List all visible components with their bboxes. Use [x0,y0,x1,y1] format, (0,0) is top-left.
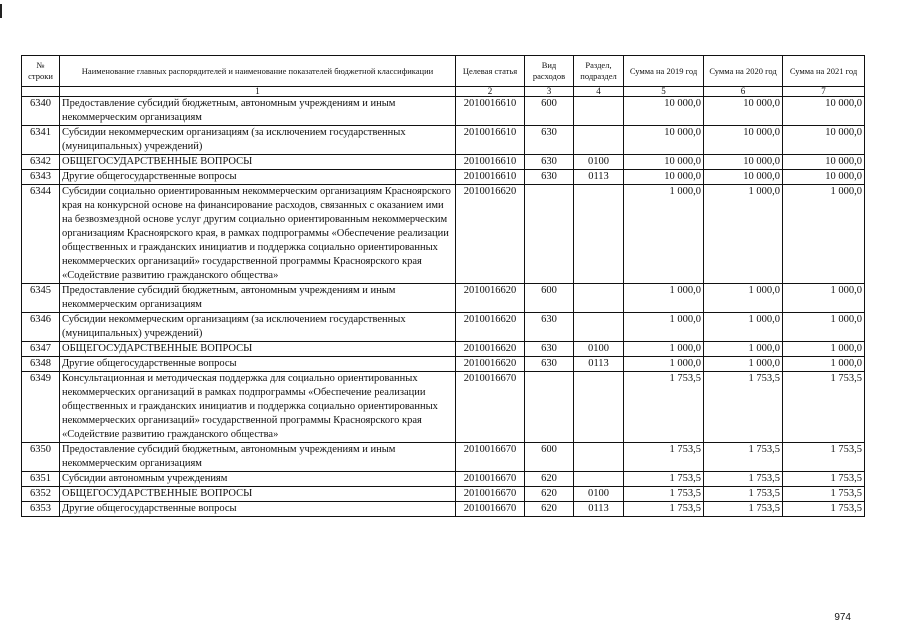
section-code: 0100 [574,155,624,170]
expense-type: 630 [525,357,574,372]
sum-2021: 1 753,5 [783,372,865,443]
sum-2019: 1 000,0 [624,313,704,342]
row-number: 6353 [22,502,60,517]
target-article: 2010016670 [456,372,525,443]
target-article: 2010016670 [456,472,525,487]
sum-2019: 1 753,5 [624,502,704,517]
table-row [22,97,865,126]
sum-2021: 1 753,5 [783,443,865,472]
section-code: 0113 [574,502,624,517]
column-number: 1 [60,87,456,97]
table-row [22,357,865,372]
column-number: 7 [783,87,865,97]
row-name: Другие общегосударственные вопросы [60,170,456,185]
sum-2019: 1 753,5 [624,472,704,487]
header-sum-2019: Сумма на 2019 год [624,56,704,87]
sum-2019: 1 000,0 [624,284,704,313]
row-number: 6342 [22,155,60,170]
sum-2020: 1 753,5 [704,443,783,472]
sum-2020: 1 753,5 [704,372,783,443]
sum-2021: 10 000,0 [783,126,865,155]
table-row [22,443,865,472]
sum-2021: 10 000,0 [783,170,865,185]
sum-2020: 1 000,0 [704,284,783,313]
row-name: ОБЩЕГОСУДАРСТВЕННЫЕ ВОПРОСЫ [60,487,456,502]
section-code: 0100 [574,342,624,357]
target-article: 2010016620 [456,185,525,284]
expense-type: 620 [525,472,574,487]
header-sum-2020: Сумма на 2020 год [704,56,783,87]
column-number: 4 [574,87,624,97]
sum-2020: 1 753,5 [704,502,783,517]
sum-2019: 1 753,5 [624,372,704,443]
row-name: Субсидии некоммерческим организациям (за исключением государственных (муниципальных) учреждений) [60,313,456,342]
section-code: 0113 [574,170,624,185]
table-row [22,170,865,185]
section-code [574,97,624,126]
row-number: 6347 [22,342,60,357]
sum-2020: 1 000,0 [704,357,783,372]
target-article: 2010016620 [456,357,525,372]
target-article: 2010016610 [456,97,525,126]
sum-2021: 1 753,5 [783,487,865,502]
target-article: 2010016610 [456,155,525,170]
section-code [574,313,624,342]
sum-2020: 10 000,0 [704,155,783,170]
column-number-empty [22,87,60,97]
row-number: 6341 [22,126,60,155]
expense-type: 600 [525,97,574,126]
section-code [574,185,624,284]
table-row [22,487,865,502]
row-name: Другие общегосударственные вопросы [60,357,456,372]
sum-2020: 10 000,0 [704,97,783,126]
row-number: 6352 [22,487,60,502]
sum-2020: 1 000,0 [704,313,783,342]
expense-type: 630 [525,342,574,357]
target-article: 2010016620 [456,284,525,313]
sum-2019: 1 753,5 [624,487,704,502]
row-number: 6343 [22,170,60,185]
row-name: Предоставление субсидий бюджетным, автономным учреждениям и иным некоммерческим организациям [60,443,456,472]
header-section: Раздел, подраздел [574,56,624,87]
table-row [22,372,865,443]
sum-2020: 1 753,5 [704,472,783,487]
section-code [574,284,624,313]
expense-type: 630 [525,313,574,342]
scan-edge-mark [0,4,2,18]
target-article: 2010016610 [456,126,525,155]
section-code: 0113 [574,357,624,372]
target-article: 2010016670 [456,502,525,517]
section-code [574,443,624,472]
expense-type [525,185,574,284]
row-name: Другие общегосударственные вопросы [60,502,456,517]
expense-type: 630 [525,170,574,185]
sum-2021: 10 000,0 [783,155,865,170]
table-row [22,502,865,517]
expense-type: 630 [525,155,574,170]
sum-2021: 1 000,0 [783,284,865,313]
target-article: 2010016620 [456,342,525,357]
sum-2019: 10 000,0 [624,155,704,170]
row-number: 6346 [22,313,60,342]
table-row [22,155,865,170]
sum-2021: 1 000,0 [783,313,865,342]
header-target-article: Целевая статья [456,56,525,87]
expense-type: 620 [525,502,574,517]
sum-2021: 1 000,0 [783,357,865,372]
target-article: 2010016610 [456,170,525,185]
row-number: 6351 [22,472,60,487]
row-number: 6349 [22,372,60,443]
table-header-row [22,56,865,87]
row-name: Предоставление субсидий бюджетным, автономным учреждениям и иным некоммерческим организациям [60,284,456,313]
sum-2019: 10 000,0 [624,126,704,155]
expense-type: 630 [525,126,574,155]
table-row [22,342,865,357]
sum-2020: 1 000,0 [704,342,783,357]
table-row [22,126,865,155]
sum-2021: 10 000,0 [783,97,865,126]
section-code [574,472,624,487]
sum-2019: 1 000,0 [624,185,704,284]
target-article: 2010016670 [456,443,525,472]
section-code [574,126,624,155]
sum-2021: 1 753,5 [783,472,865,487]
table-row [22,472,865,487]
header-row-number: № строки [22,56,60,87]
row-name: ОБЩЕГОСУДАРСТВЕННЫЕ ВОПРОСЫ [60,342,456,357]
sum-2021: 1 000,0 [783,185,865,284]
sum-2020: 1 753,5 [704,487,783,502]
sum-2019: 10 000,0 [624,170,704,185]
table-row [22,185,865,284]
row-number: 6340 [22,97,60,126]
row-name: Субсидии автономным учреждениям [60,472,456,487]
budget-table [21,55,865,517]
expense-type: 620 [525,487,574,502]
expense-type [525,372,574,443]
sum-2020: 1 000,0 [704,185,783,284]
page-number: 974 [834,612,851,623]
target-article: 2010016670 [456,487,525,502]
column-number: 3 [525,87,574,97]
column-number-row [22,87,865,97]
expense-type: 600 [525,284,574,313]
sum-2019: 1 000,0 [624,357,704,372]
sum-2019: 1 000,0 [624,342,704,357]
column-number: 2 [456,87,525,97]
section-code [574,372,624,443]
row-name: Предоставление субсидий бюджетным, автономным учреждениям и иным некоммерческим организациям [60,97,456,126]
row-number: 6344 [22,185,60,284]
sum-2020: 10 000,0 [704,170,783,185]
sum-2019: 10 000,0 [624,97,704,126]
row-number: 6350 [22,443,60,472]
column-number: 5 [624,87,704,97]
expense-type: 600 [525,443,574,472]
row-number: 6345 [22,284,60,313]
table-row [22,284,865,313]
sum-2021: 1 000,0 [783,342,865,357]
sum-2021: 1 753,5 [783,502,865,517]
sum-2019: 1 753,5 [624,443,704,472]
row-name: Субсидии некоммерческим организациям (за исключением государственных (муниципальных) учреждений) [60,126,456,155]
header-expense-type: Вид расходов [525,56,574,87]
row-name: Консультационная и методическая поддержка для социально ориентированных некоммерческих организаций в рамках подпрограммы «Обеспечение реализации общественных и гражданских инициатив и поддержка социально ориентированных некоммерческих организаций» государственной программы Красноярского края «Содействие развитию гражданского общества» [60,372,456,443]
sum-2020: 10 000,0 [704,126,783,155]
row-number: 6348 [22,357,60,372]
header-name: Наименование главных распорядителей и наименование показателей бюджетной классификации [60,56,456,87]
header-sum-2021: Сумма на 2021 год [783,56,865,87]
column-number: 6 [704,87,783,97]
table-row [22,313,865,342]
section-code: 0100 [574,487,624,502]
row-name: ОБЩЕГОСУДАРСТВЕННЫЕ ВОПРОСЫ [60,155,456,170]
target-article: 2010016620 [456,313,525,342]
row-name: Субсидии социально ориентированным некоммерческим организациям Красноярского края на конкурсной основе на финансирование расходов, связанных с оказанием ими на безвозмездной основе услуг другим социально ориентированным некоммерческим организациям Красноярского края, в рамках подпрограммы «Обеспечение реализации общественных и гражданских инициатив и поддержка социально ориентированных некоммерческих организаций» государственной программы Красноярского края «Содействие развитию гражданского общества» [60,185,456,284]
